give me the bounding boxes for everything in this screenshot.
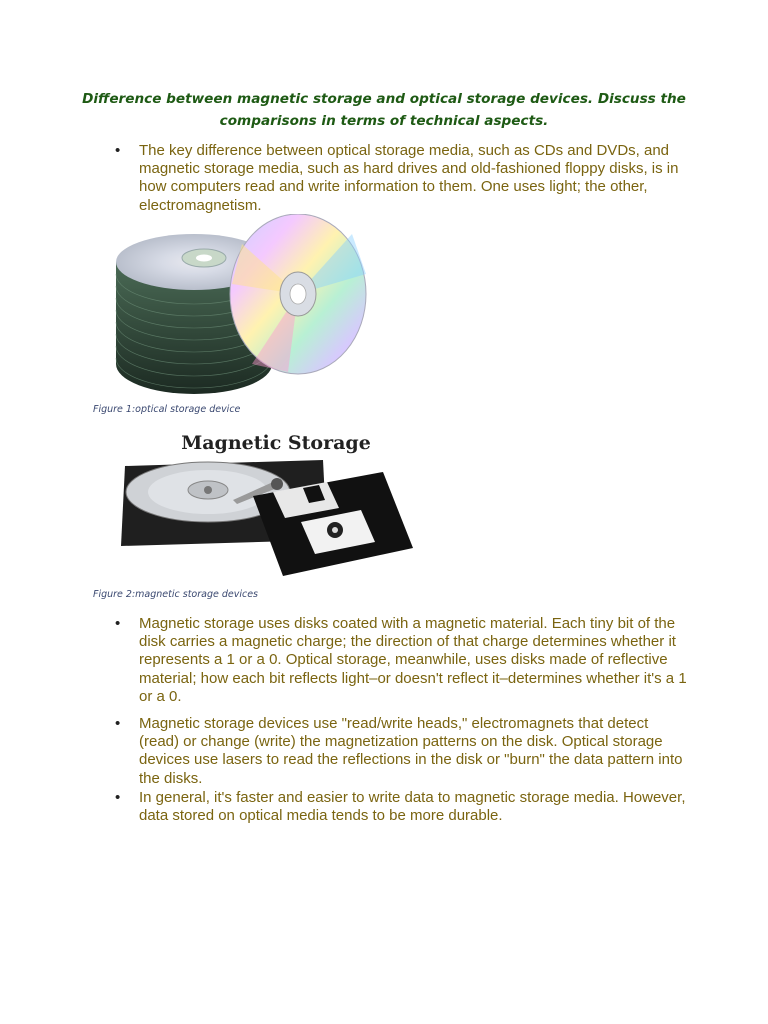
list-item-text: The key difference between optical storage media, such as CDs and DVDs, and magnetic storage media, such as hard drives and old-fashioned floppy disks, is in how computers read and write information to them. One uses light; the other, electromagnetism. [139,142,679,214]
list-item [0,615,768,706]
list-item-text: In general, it's faster and easier to write data to magnetic storage media. However, data stored on optical media tends to be more durable. [139,788,686,825]
title-line-1: Difference between magnetic storage and optical storage devices. Discuss the [82,91,686,107]
bullet-icon: • [115,715,121,733]
bullet-list-bottom [0,615,768,834]
list-item [0,715,768,788]
bullet-icon: • [115,615,121,632]
figure-1-caption: Figure 1:optical storage device [93,404,241,415]
figure-2-caption: Figure 2:magnetic storage devices [93,589,259,600]
list-item [0,789,768,825]
bullet-icon: • [115,788,121,806]
list-item [0,142,768,215]
figure-2-heading: Magnetic Storage [181,432,371,454]
optical-disc-stack-icon [112,214,372,398]
bullet-list-top [0,142,768,215]
hard-drive-floppy-icon [113,430,419,580]
list-item-text: Magnetic storage devices use "read/write heads," electromagnets that detect (read) or change (write) the magnetization patterns on the disk. Optical storage devices use lasers to read the reflections in the disk or "burn" the data pattern into the disks. [139,715,683,787]
title-line-2: comparisons in terms of technical aspects. [219,113,549,129]
list-item-text: Magnetic storage uses disks coated with a magnetic material. Each tiny bit of the disk carries a magnetic charge; the direction of that charge determines whether it represents a 1 or a 0. Optical storage, meanwhile, uses disks made of reflective material; how each bit reflects light–or doesn't reflect it–determines whether it's a 1 or a 0. [139,615,687,705]
page-title [80,88,688,132]
bullet-icon: • [115,142,121,159]
